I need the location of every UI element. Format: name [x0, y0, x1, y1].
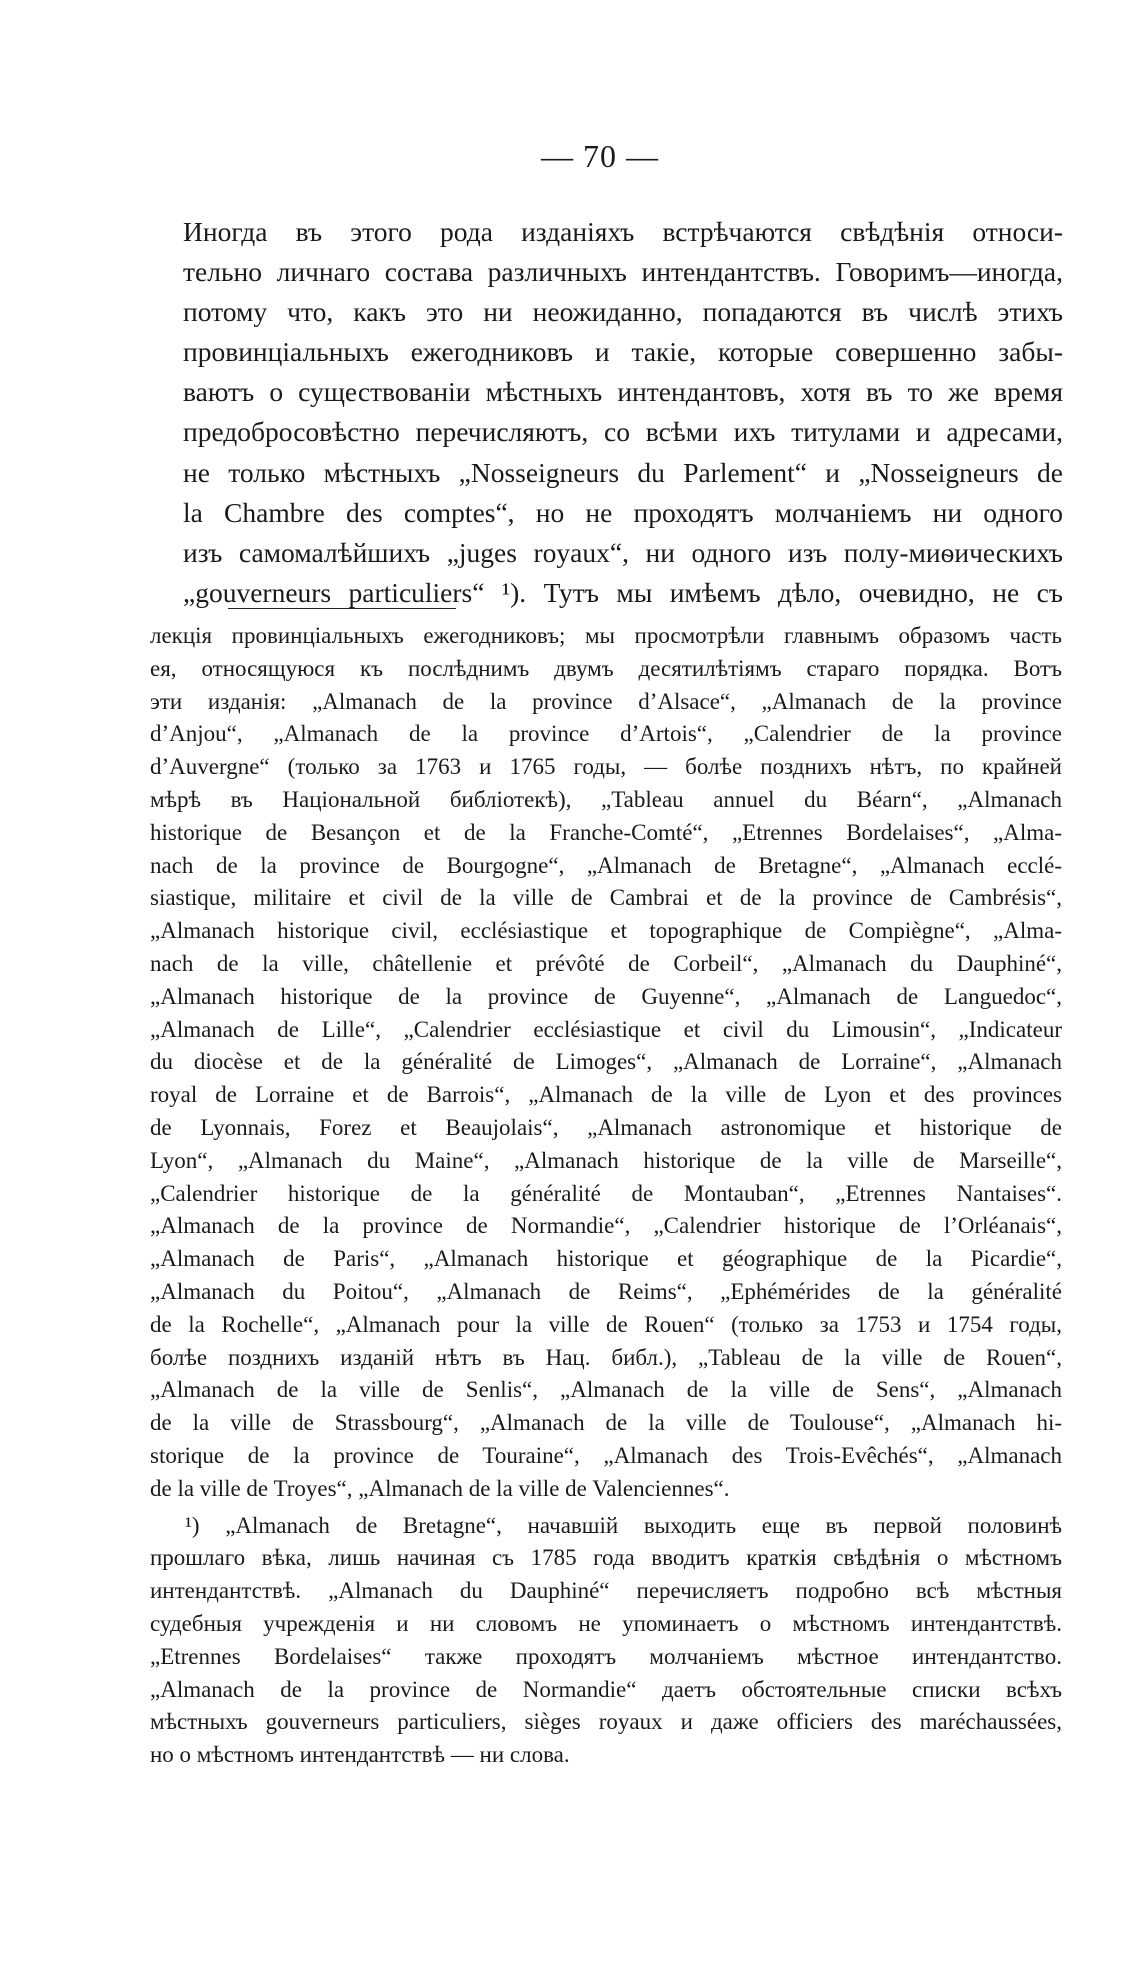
- footnote-line: „Almanach de la province de Normandie“ даетъ обстоятельные списки всѣхъ: [150, 1676, 1062, 1702]
- footnote-line: болѣе позднихъ изданій нѣтъ въ Нац. библ.), „Tableau de la ville de Rouen“,: [150, 1344, 1062, 1370]
- footnote-line: storique de la province de Touraine“, „Almanach des Trois-Evêchés“, „Almanach: [150, 1442, 1062, 1468]
- footnote-1: [150, 1510, 1062, 1772]
- main-text-line: потому что, какъ это ни неожиданно, попадаются въ числѣ этихъ: [183, 296, 1063, 328]
- main-text-line: изъ самомалѣйшихъ „juges royaux“, ни одного изъ полу-миѳическихъ: [183, 536, 1063, 568]
- footnote-line: „Etrennes Bordelaises“ также проходятъ молчаніемъ мѣстное интендантство.: [150, 1643, 1062, 1669]
- footnote-line: лекція провинціальныхъ ежегодниковъ; мы просмотрѣли главнымъ образомъ часть: [150, 623, 1062, 648]
- footnote-line: nach de la ville, châtellenie et prévôté de Corbeil“, „Almanach du Dauphiné“,: [150, 950, 1062, 976]
- footnote-line: „Almanach de Lille“, „Calendrier ecclésiastique et civil du Limousin“, „Indicateur: [150, 1016, 1062, 1042]
- main-text-line: не только мѣстныхъ „Nosseigneurs du Parlement“ и „Nosseigneurs de: [183, 456, 1063, 488]
- footnote-line: d’Anjou“, „Almanach de la province d’Artois“, „Calendrier de la province: [150, 721, 1062, 747]
- footnote-line: судебныя учрежденія и ни словомъ не упоминаетъ о мѣстномъ интендантствѣ.: [150, 1610, 1062, 1636]
- footnote-line: du diocèse et de la généralité de Limoges“, „Almanach de Lorraine“, „Almanach: [150, 1049, 1062, 1075]
- footnote-line: de la Rochelle“, „Almanach pour la ville de Rouen“ (только за 1753 и 1754 годы,: [150, 1311, 1062, 1337]
- footnote-line: ея, относящуюся къ послѣднимъ двумъ десятилѣтіямъ стараго порядка. Вотъ: [150, 655, 1062, 681]
- footnote-line: „Calendrier historique de la généralité de Montauban“, „Etrennes Nantaises“.: [150, 1180, 1062, 1206]
- footnote-line: „Almanach de la province de Normandie“, „Calendrier historique de l’Orléanais“,: [150, 1213, 1062, 1239]
- page-number: — 70 —: [541, 138, 659, 174]
- footnote-line: „Almanach historique civil, ecclésiastique et topographique de Compiègne“, „Alma-: [150, 918, 1062, 944]
- main-text-line: ваютъ о существованіи мѣстныхъ интендантовъ, хотя въ то же время: [183, 376, 1063, 408]
- main-text: [183, 212, 1063, 613]
- footnote-line: мѣстныхъ gouverneurs particuliers, sièges royaux и даже officiers des maréchaussées,: [150, 1709, 1062, 1735]
- main-text-line: la Chambre des comptes“, но не проходятъ молчаніемъ ни одного: [183, 496, 1063, 528]
- footnote-line: Lyon“, „Almanach du Maine“, „Almanach historique de la ville de Marseille“,: [150, 1147, 1062, 1173]
- footnote-line: de la ville de Strassbourg“, „Almanach de la ville de Toulouse“, „Almanach hi-: [150, 1410, 1062, 1436]
- footnote-line: прошлаго вѣка, лишь начиная съ 1785 года вводитъ краткія свѣдѣнія о мѣстномъ: [150, 1545, 1062, 1571]
- main-text-line: Иногда въ этого рода изданіяхъ встрѣчаются свѣдѣнія относи-: [183, 216, 1063, 247]
- footnote-line: но о мѣстномъ интендантствѣ — ни слова.: [150, 1742, 570, 1768]
- main-text-line: предобросовѣстно перечисляютъ, со всѣми ихъ титулами и адресами,: [183, 416, 1063, 448]
- footnote-line: интендантствѣ. „Almanach du Dauphiné“ перечисляетъ подробно всѣ мѣстныя: [150, 1578, 1062, 1604]
- footnote-line: de Lyonnais, Forez et Beaujolais“, „Almanach astronomique et historique de: [150, 1114, 1062, 1140]
- footnote-line: „Almanach du Poitou“, „Almanach de Reims“, „Ephémérides de la généralité: [150, 1278, 1062, 1304]
- footnote-separator: [228, 608, 456, 609]
- footnote-line: royal de Lorraine et de Barrois“, „Almanach de la ville de Lyon et des provinces: [150, 1082, 1062, 1108]
- footnote-line: ¹) „Almanach de Bretagne“, начавшій выходить еще въ первой половинѣ: [185, 1512, 1062, 1538]
- footnote-line: historique de Besançon et de la Franche-Comté“, „Etrennes Bordelaises“, „Alma-: [150, 819, 1062, 845]
- footnote-line: d’Auvergne“ (только за 1763 и 1765 годы, — болѣе позднихъ нѣтъ, по крайней: [150, 754, 1062, 780]
- footnotes: [150, 620, 1062, 1772]
- footnote-continued: [150, 620, 1062, 1506]
- footnote-line: de la ville de Troyes“, „Almanach de la ville de Valenciennes“.: [150, 1475, 730, 1501]
- footnote-line: „Almanach de Paris“, „Almanach historique et géographique de la Picardie“,: [150, 1246, 1062, 1272]
- footnote-line: „Almanach historique de la province de Guyenne“, „Almanach de Languedoc“,: [150, 983, 1062, 1009]
- footnote-line: nach de la province de Bourgogne“, „Almanach de Bretagne“, „Almanach ecclé-: [150, 852, 1062, 878]
- main-text-line: тельно личнаго состава различныхъ интендантствъ. Говоримъ—иногда,: [183, 256, 1063, 288]
- main-text-line: провинціальныхъ ежегодниковъ и такіе, которые совершенно забы-: [183, 336, 1063, 368]
- footnote-line: siastique, militaire et civil de la ville de Cambrai et de la province de Cambrésis“,: [150, 885, 1062, 911]
- footnote-line: „Almanach de la ville de Senlis“, „Almanach de la ville de Sens“, „Almanach: [150, 1377, 1062, 1403]
- footnote-line: мѣрѣ въ Національной библіотекѣ), „Tableau annuel du Béarn“, „Almanach: [150, 786, 1062, 812]
- main-text-line: „gouverneurs particuliers“ ¹). Тутъ мы имѣемъ дѣло, очевидно, не съ: [183, 576, 1063, 608]
- footnote-line: эти изданія: „Almanach de la province d’Alsace“, „Almanach de la province: [150, 688, 1062, 714]
